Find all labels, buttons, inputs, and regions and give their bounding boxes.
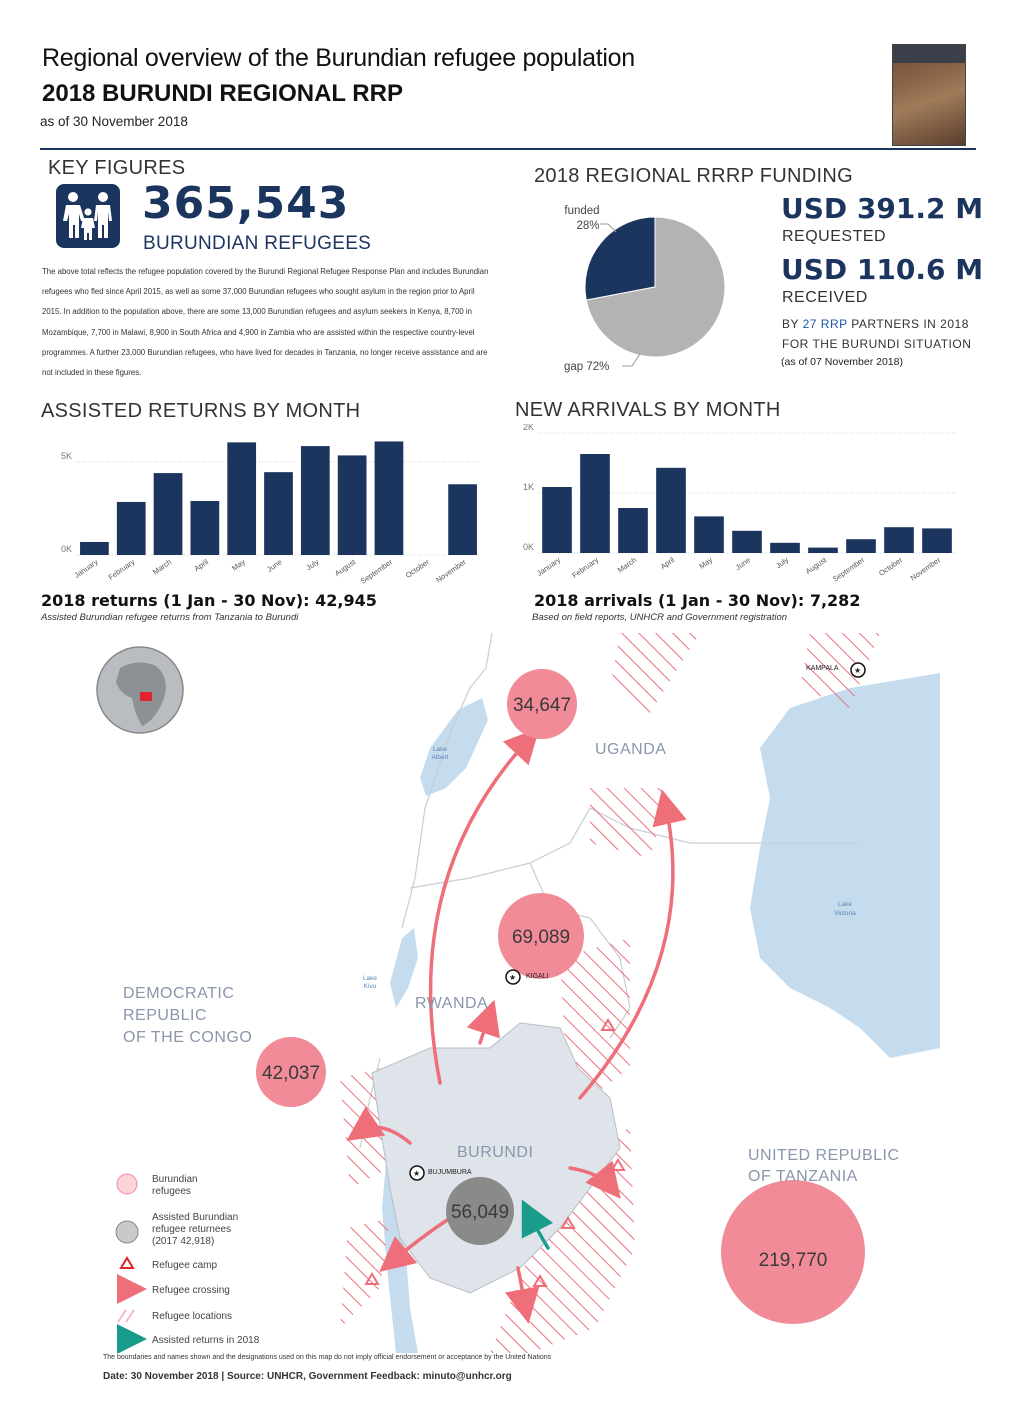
arrivals-total: 2018 arrivals (1 Jan - 30 Nov): 7,282 xyxy=(534,591,861,610)
map-disclaimer: The boundaries and names shown and the designations used on this map do not imply official endorsement or acceptance by the United Nations xyxy=(103,1354,552,1361)
requested-label: REQUESTED xyxy=(782,228,887,245)
bar-november xyxy=(448,484,477,555)
returns-total: 2018 returns (1 Jan - 30 Nov): 42,945 xyxy=(41,591,377,610)
country-label-tanzania-2: OF TANZANIA xyxy=(748,1168,858,1185)
received-amount: USD 110.6 M xyxy=(781,253,984,286)
pie-label-funded: funded xyxy=(564,205,600,217)
funding-date: (as of 07 November 2018) xyxy=(781,356,903,368)
svg-text:Albert: Albert xyxy=(431,754,449,761)
city-label-bujumbura: BUJUMBURA xyxy=(428,1169,472,1176)
header-divider xyxy=(40,148,976,150)
svg-text:refugee returnees: refugee returnees xyxy=(152,1224,231,1235)
bar-july xyxy=(301,446,330,555)
refugee-total-label: BURUNDIAN REFUGEES xyxy=(143,233,372,254)
page-title: Regional overview of the Burundian refugee population xyxy=(42,44,635,72)
locator-globe xyxy=(97,647,183,733)
page-subtitle: 2018 BURUNDI REGIONAL RRP xyxy=(42,80,403,107)
received-label: RECEIVED xyxy=(782,289,868,306)
bar-february xyxy=(117,502,146,555)
svg-text:(2017 42,918): (2017 42,918) xyxy=(152,1236,215,1247)
x-tick-label: March xyxy=(150,557,174,577)
bar-march xyxy=(618,508,648,553)
city-label-kigali: KIGALI xyxy=(526,973,549,980)
key-figures-description: The above total reflects the refugee population covered by the Burundi Regional Refugee Response Plan and includes Burundian refugees who fled since April 2015, as well as some 37,000 Burundian refugees who sought asylum in the region prior to April 2015. In addition to the population above, there are some 13,000 Burundian refugees and asylum seekers in Kenya, 8,700 in Mozambique, 7,700 in Malawi, 8,900 in South Africa and 4,900 in Zambia who are assisted within the respective country-level programmes. A further 23,000 Burundian refugees, who have lived for decades in Tanzania, no longer receive assistance and are not included in these figures. xyxy=(42,267,489,378)
svg-text:★: ★ xyxy=(854,666,862,675)
report-cover-thumbnail xyxy=(892,44,966,146)
bar-june xyxy=(264,472,293,555)
x-tick-label: May xyxy=(697,555,715,571)
bar-may xyxy=(694,516,724,553)
bubble-rwanda-value: 69,089 xyxy=(511,927,571,948)
svg-text:Lake: Lake xyxy=(432,746,448,753)
y-tick-label: 1K xyxy=(522,482,534,492)
x-tick-label: January xyxy=(72,557,100,580)
x-tick-label: October xyxy=(403,557,431,580)
x-tick-label: April xyxy=(192,557,211,574)
requested-amount: USD 391.2 M xyxy=(781,192,984,225)
map-legend xyxy=(116,1174,260,1346)
bar-may xyxy=(227,442,256,555)
x-tick-label: February xyxy=(570,555,601,580)
x-tick-label: May xyxy=(230,557,247,573)
country-label-drc-1: DEMOCRATIC xyxy=(123,985,235,1002)
bubble-returnees-value: 56,049 xyxy=(450,1202,510,1223)
x-tick-label: June xyxy=(733,555,753,572)
lake-victoria xyxy=(750,673,940,1058)
lake-kivu xyxy=(390,928,418,1008)
x-tick-label: March xyxy=(615,555,639,575)
city-label-kampala: KAMPALA xyxy=(806,665,839,672)
svg-text:★: ★ xyxy=(413,1169,421,1178)
pie-label-gap: gap 72% xyxy=(564,361,610,373)
as-of-date: as of 30 November 2018 xyxy=(40,114,188,129)
x-tick-label: November xyxy=(434,557,468,585)
bar-february xyxy=(580,454,610,553)
svg-text:Refugee crossing: Refugee crossing xyxy=(152,1285,230,1296)
country-label-tanzania-1: UNITED REPUBLIC xyxy=(748,1147,900,1164)
x-tick-label: October xyxy=(877,555,905,578)
country-label-rwanda: RWANDA xyxy=(415,995,489,1012)
key-figures-heading: KEY FIGURES xyxy=(48,157,186,179)
regional-map xyxy=(90,628,940,1353)
situation-label: FOR THE BURUNDI SITUATION xyxy=(782,337,972,351)
pie-pct-funded: 28% xyxy=(576,220,600,232)
svg-text:Assisted Burundian: Assisted Burundian xyxy=(152,1212,239,1223)
country-label-drc-2: REPUBLIC xyxy=(123,1007,208,1024)
returns-chart-title: ASSISTED RETURNS BY MONTH xyxy=(41,400,361,422)
bar-september xyxy=(375,441,404,555)
bar-august xyxy=(338,455,367,555)
x-tick-label: July xyxy=(304,557,321,573)
svg-text:Refugee locations: Refugee locations xyxy=(152,1311,233,1322)
bubble-uganda-value: 34,647 xyxy=(512,695,572,716)
funding-pie-chart xyxy=(560,200,750,375)
svg-text:Assisted returns in 2018: Assisted returns in 2018 xyxy=(152,1335,260,1346)
x-tick-label: August xyxy=(332,557,358,579)
funding-heading: 2018 REGIONAL RRRP FUNDING xyxy=(534,165,853,187)
refugee-total: 365,543 xyxy=(142,178,350,229)
svg-text:Lake: Lake xyxy=(362,975,378,982)
returns-bar-chart xyxy=(36,424,496,594)
x-tick-label: June xyxy=(265,557,284,574)
svg-text:Kivu: Kivu xyxy=(363,983,377,990)
x-tick-label: January xyxy=(535,555,563,578)
x-tick-label: September xyxy=(358,557,395,586)
footer-source: Date: 30 November 2018 | Source: UNHCR, Government Feedback: minuto@unhcr.org xyxy=(103,1371,512,1382)
partners-count: BY 27 RRP PARTNERS IN 2018 xyxy=(782,317,969,331)
svg-text:Burundian: Burundian xyxy=(152,1174,198,1185)
x-tick-label: November xyxy=(908,555,943,583)
country-label-uganda: UGANDA xyxy=(595,741,667,758)
x-tick-label: August xyxy=(803,555,829,577)
arrivals-chart-title: NEW ARRIVALS BY MONTH xyxy=(515,399,781,421)
x-tick-label: April xyxy=(658,555,677,572)
svg-text:Lake: Lake xyxy=(837,901,853,908)
arrivals-bar-chart xyxy=(510,424,965,594)
returns-note: Assisted Burundian refugee returns from Tanzania to Burundi xyxy=(41,612,299,623)
bar-june xyxy=(732,531,762,553)
x-tick-label: September xyxy=(830,555,867,584)
bar-april xyxy=(656,468,686,553)
bar-november xyxy=(922,528,952,553)
y-tick-label: 0K xyxy=(60,544,72,554)
bubble-tanzania-value: 219,770 xyxy=(758,1250,828,1271)
lake-albert xyxy=(420,698,488,796)
family-icon xyxy=(56,184,120,248)
bubble-drc-value: 42,037 xyxy=(261,1063,321,1084)
svg-text:Refugee camp: Refugee camp xyxy=(152,1260,218,1271)
bar-july xyxy=(770,543,800,553)
x-tick-label: July xyxy=(774,555,791,571)
svg-text:refugees: refugees xyxy=(152,1186,191,1197)
x-tick-label: February xyxy=(106,557,137,582)
bar-august xyxy=(808,548,838,553)
bar-january xyxy=(80,542,109,555)
country-label-drc-3: OF THE CONGO xyxy=(123,1029,253,1046)
arrivals-note: Based on field reports, UNHCR and Government registration xyxy=(532,612,788,623)
bar-january xyxy=(542,487,572,553)
bar-april xyxy=(191,501,220,555)
svg-text:★: ★ xyxy=(509,973,517,982)
y-tick-label: 5K xyxy=(60,450,72,461)
y-tick-label: 0K xyxy=(522,542,534,552)
country-label-burundi: BURUNDI xyxy=(457,1144,534,1161)
y-tick-label: 2K xyxy=(522,424,534,432)
bar-march xyxy=(154,473,183,555)
svg-text:Victoria: Victoria xyxy=(834,910,856,917)
bar-september xyxy=(846,539,876,553)
bar-october xyxy=(884,527,914,553)
